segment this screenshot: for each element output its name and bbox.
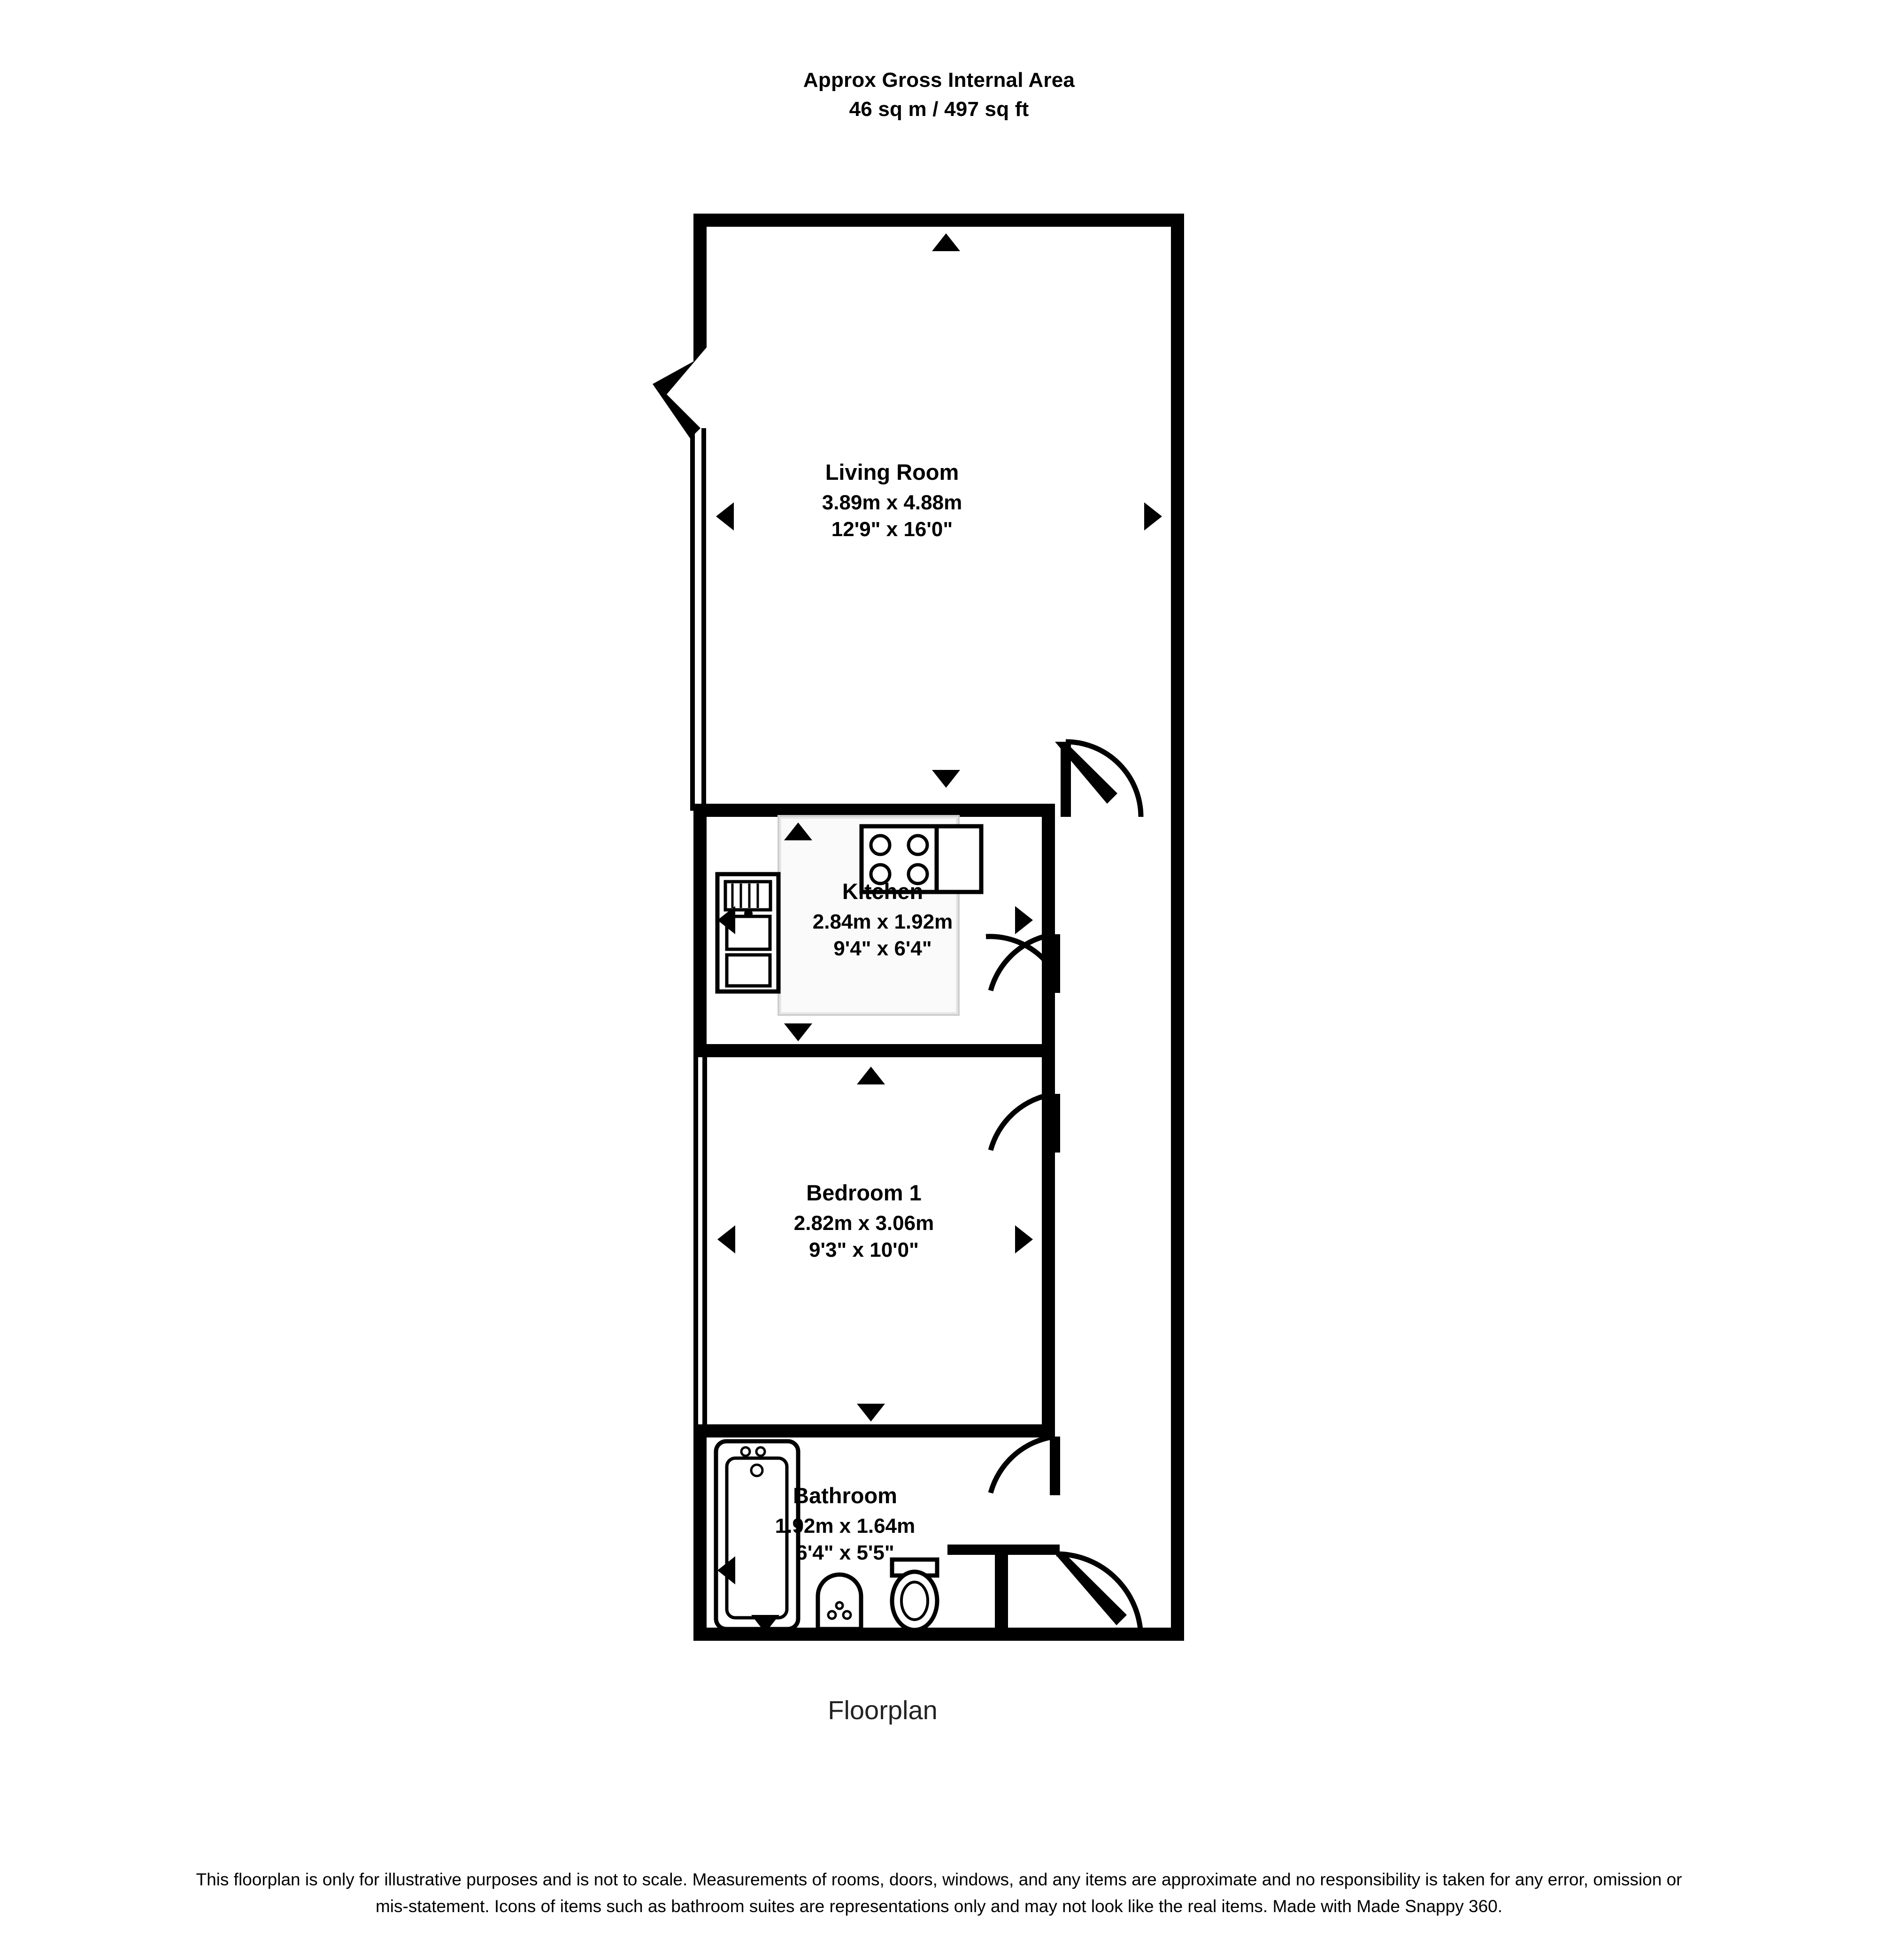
room-dimensions-imperial: 9'3" x 10'0"	[809, 1238, 919, 1262]
room-dimensions-metric: 2.82m x 3.06m	[793, 1212, 934, 1235]
room-dimensions-metric: 2.84m x 1.92m	[812, 910, 953, 934]
room-dimensions-imperial: 12'9" x 16'0"	[831, 518, 953, 541]
disclaimer-text: This floorplan is only for illustrative purposes and is not to scale. Measurements of rooms, doors, windows, and any items are approximate and no responsibility is taken for any error, omission or mis-statement. Icons of items such as bathroom suites are representations only and may not look like the real items. Made with Made Snappy 360.	[196, 1870, 1682, 1916]
room-dimensions-imperial: 6'4" x 5'5"	[796, 1541, 894, 1565]
gross-area-value: 46 sq m / 497 sq ft	[849, 98, 1029, 121]
floorplan-caption: Floorplan	[828, 1695, 938, 1725]
toilet-icon	[892, 1560, 937, 1630]
room-label-kitchen	[695, 877, 1070, 962]
room-name: Bedroom 1	[806, 1180, 922, 1205]
room-name: Bathroom	[793, 1483, 897, 1508]
room-dimensions-metric: 1.92m x 1.64m	[775, 1514, 916, 1538]
room-label-living-room	[704, 458, 1080, 543]
room-dimensions-metric: 3.89m x 4.88m	[822, 491, 962, 515]
door-leaves	[1050, 742, 1127, 1625]
room-label-bathroom	[657, 1481, 1033, 1566]
gross-area-title: Approx Gross Internal Area	[803, 69, 1075, 92]
room-name: Living Room	[825, 460, 959, 484]
room-label-bedroom-1	[676, 1178, 1052, 1263]
washbasin-icon	[818, 1575, 861, 1629]
room-name: Kitchen	[842, 879, 924, 904]
room-dimensions-imperial: 9'4" x 6'4"	[833, 937, 932, 961]
